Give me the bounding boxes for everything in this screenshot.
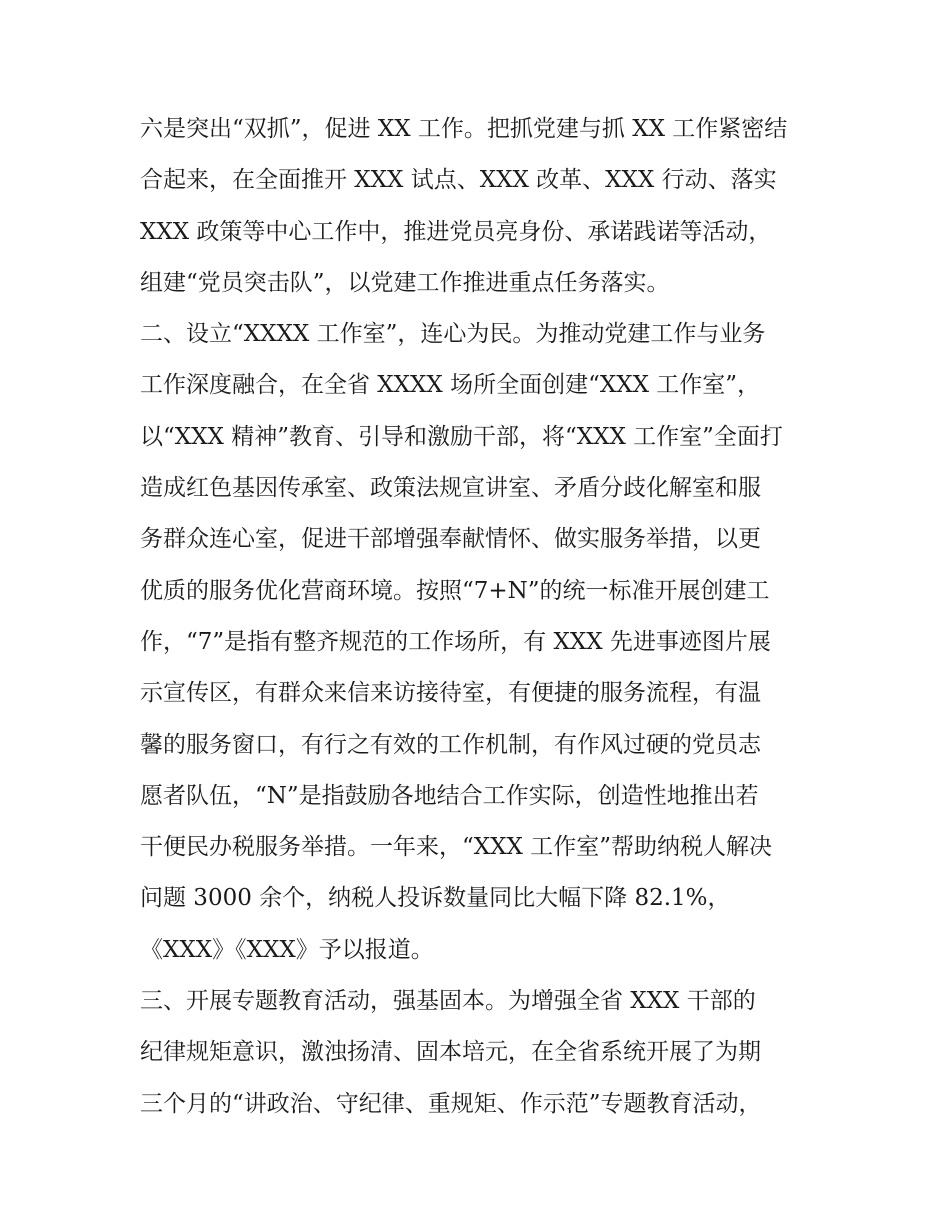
text-line: 《XXX》《XXX》予以报道。: [140, 936, 434, 963]
text-line: 馨的服务窗口，有行之有效的工作机制，有作风过硬的党员志: [140, 731, 761, 758]
text-line: 优质的服务优化营商环境。按照“7+N”的统一标准开展创建工: [140, 577, 770, 604]
text-line: 问题 3000 余个，纳税人投诉数量同比大幅下降 82.1%，: [140, 885, 731, 912]
text-line: 纪律规矩意识，激浊扬清、固本培元，在全省系统开展了为期: [140, 1039, 761, 1066]
text-line: 组建“党员突击队”，以党建工作推进重点任务落实。: [140, 269, 670, 296]
text-line: 以“XXX 精神”教育、引导和激励干部，将“XXX 工作室”全面打: [140, 423, 783, 450]
text-line: 六是突出“双抓”，促进 XX 工作。把抓党建与抓 XX 工作紧密结: [140, 116, 788, 142]
text-line: XXX 政策等中心工作中，推进党员亮身份、承诺践诺等活动，: [140, 218, 772, 245]
text-line: 干便民办税服务举措。一年来，“XXX 工作室”帮助纳税人解决: [140, 834, 772, 861]
text-line: 作，“7”是指有整齐规范的工作场所，有 XXX 先进事迹图片展: [140, 628, 771, 655]
text-line: 务群众连心室，促进干部增强奉献情怀、做实服务举措，以更: [140, 526, 761, 553]
text-line: 工作深度融合，在全省 XXXX 场所全面创建“XXX 工作室”，: [140, 372, 761, 399]
text-line: 三个月的“讲政治、守纪律、重规矩、作示范”专题教育活动，: [140, 1090, 762, 1117]
text-line: 三、开展专题教育活动，强基固本。为增强全省 XXX 干部的: [140, 988, 756, 1015]
text-line: 愿者队伍，“N”是指鼓励各地结合工作实际，创造性地推出若: [140, 782, 759, 809]
text-line: 合起来，在全面推开 XXX 试点、XXX 改革、XXX 行动、落实: [140, 167, 777, 194]
text-line: 造成红色基因传承室、政策法规宣讲室、矛盾分歧化解室和服: [140, 475, 761, 502]
text-line: 二、设立“XXXX 工作室”，连心为民。为推动党建工作与业务: [140, 321, 766, 348]
text-line: 示宣传区，有群众来信来访接待室，有便捷的服务流程，有温: [140, 680, 761, 707]
document-body: [140, 104, 820, 1130]
